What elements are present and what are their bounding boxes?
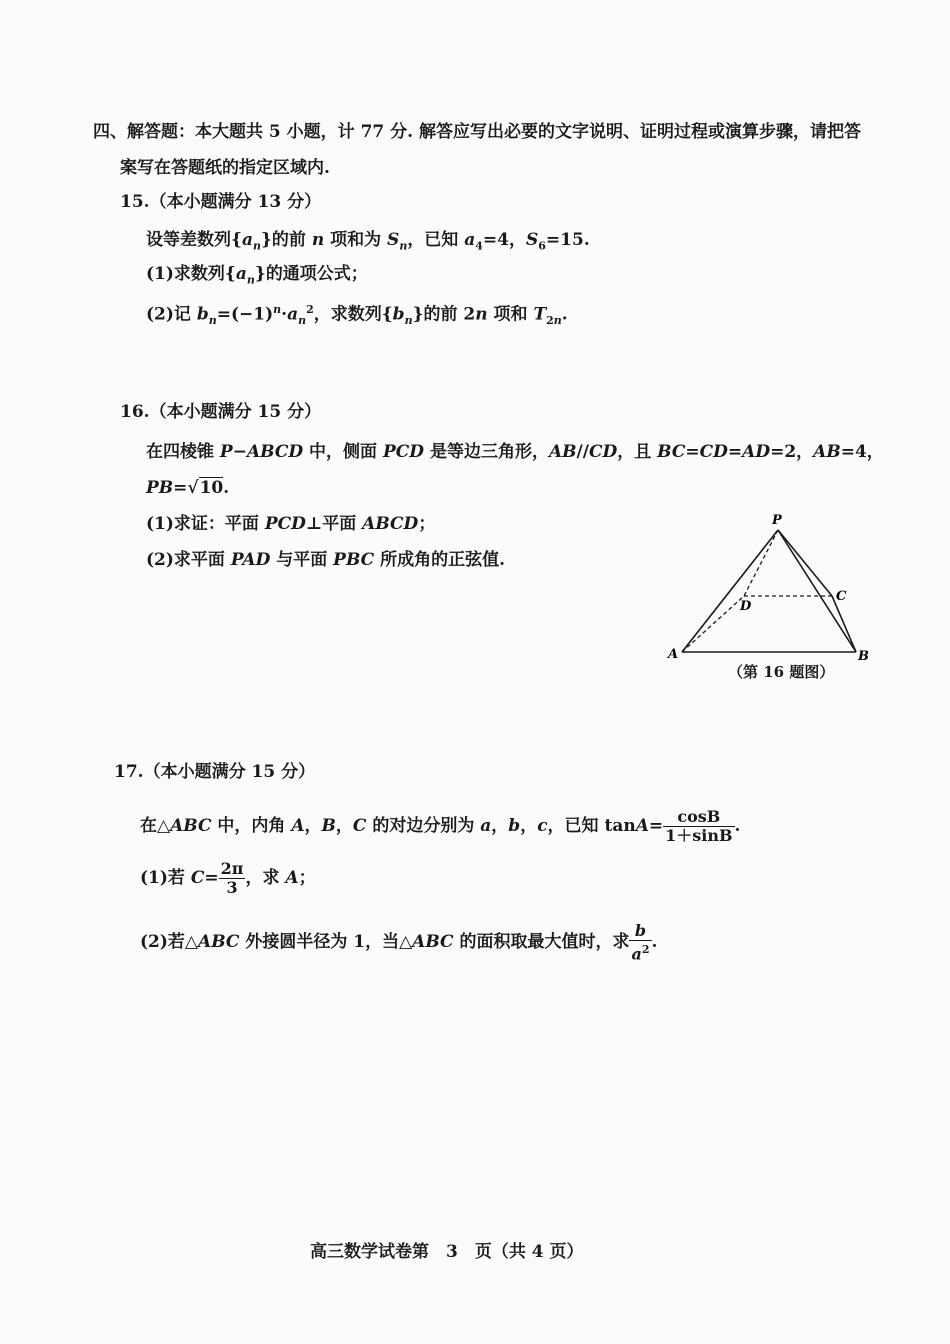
q17-tan-fraction: $\frac{\cos B}{1+\sin B}$ (665, 807, 733, 845)
q17-part1: (1)若 C= $\frac{2\pi}{3}$ ，求 A； (140, 859, 316, 897)
q16-title: 16.（本小题满分 15 分） (120, 402, 322, 422)
vertex-label-C: C (836, 589, 847, 604)
q17-stem: 在△ABC 中，内角 A，B，C 的对边分别为 a，b，c，已知 tanA= $\frac{\cos B}{1+\sin B}$ . (140, 807, 741, 845)
section-heading-line2: 案写在答题纸的指定区域内. (120, 158, 330, 178)
q16-part2: (2)求平面 PAD 与平面 PBC 所成角的正弦值. (146, 550, 506, 570)
section-heading-line1: 四、解答题：本大题共 5 小题，计 77 分. 解答应写出必要的文字说明、证明过程或演算步骤，请把答 (93, 122, 861, 142)
q15-title: 15.（本小题满分 13 分） (120, 192, 322, 212)
q16-stem-line1: 在四棱锥 P−ABCD 中，侧面 PCD 是等边三角形，AB//CD，且 BC=CD=AD=2，AB=4， (146, 442, 884, 462)
vertex-label-D: D (740, 599, 752, 614)
vertex-label-B: B (858, 649, 869, 664)
q17-title: 17.（本小题满分 15 分） (114, 762, 316, 782)
q17-angle-fraction: $\frac{2\pi}{3}$ (220, 859, 244, 897)
edge-CB (832, 596, 856, 652)
edge-PA (682, 530, 778, 652)
vertex-label-P: P (772, 513, 782, 528)
q16-stem-line2: PB=√10. (146, 478, 230, 498)
q15-part2: (2)记 $b_n=(-1)^n\cdot a_n^2$，求数列$\{b_n\}$的前 2n 项和 $T_{2n}$. (146, 303, 568, 328)
q15-part1: (1)求数列$\{a_n\}$的通项公式； (146, 264, 368, 287)
vertex-label-A: A (668, 647, 679, 662)
q17-ratio-fraction: $\frac{b}{a^2}$ (631, 921, 650, 964)
page-footer: 高三数学试卷第 3 页（共 4 页） (310, 1242, 584, 1262)
edge-PC (778, 530, 832, 596)
q16-part1: (1)求证：平面 PCD⊥平面 ABCD； (146, 514, 436, 534)
edge-AD (682, 596, 744, 652)
q16-figure-caption: （第 16 题图） (728, 663, 835, 681)
q15-stem: 设等差数列$\{a_n\}$的前 n 项和为 $S_n$，已知 $a_4=4$，$S_6=15$. (146, 230, 590, 253)
q17-part2: (2)若△ABC 外接圆半径为 1，当△ABC 的面积取最大值时，求 $\frac{b}{a^2}$ . (140, 921, 658, 964)
edge-PD (744, 530, 778, 596)
